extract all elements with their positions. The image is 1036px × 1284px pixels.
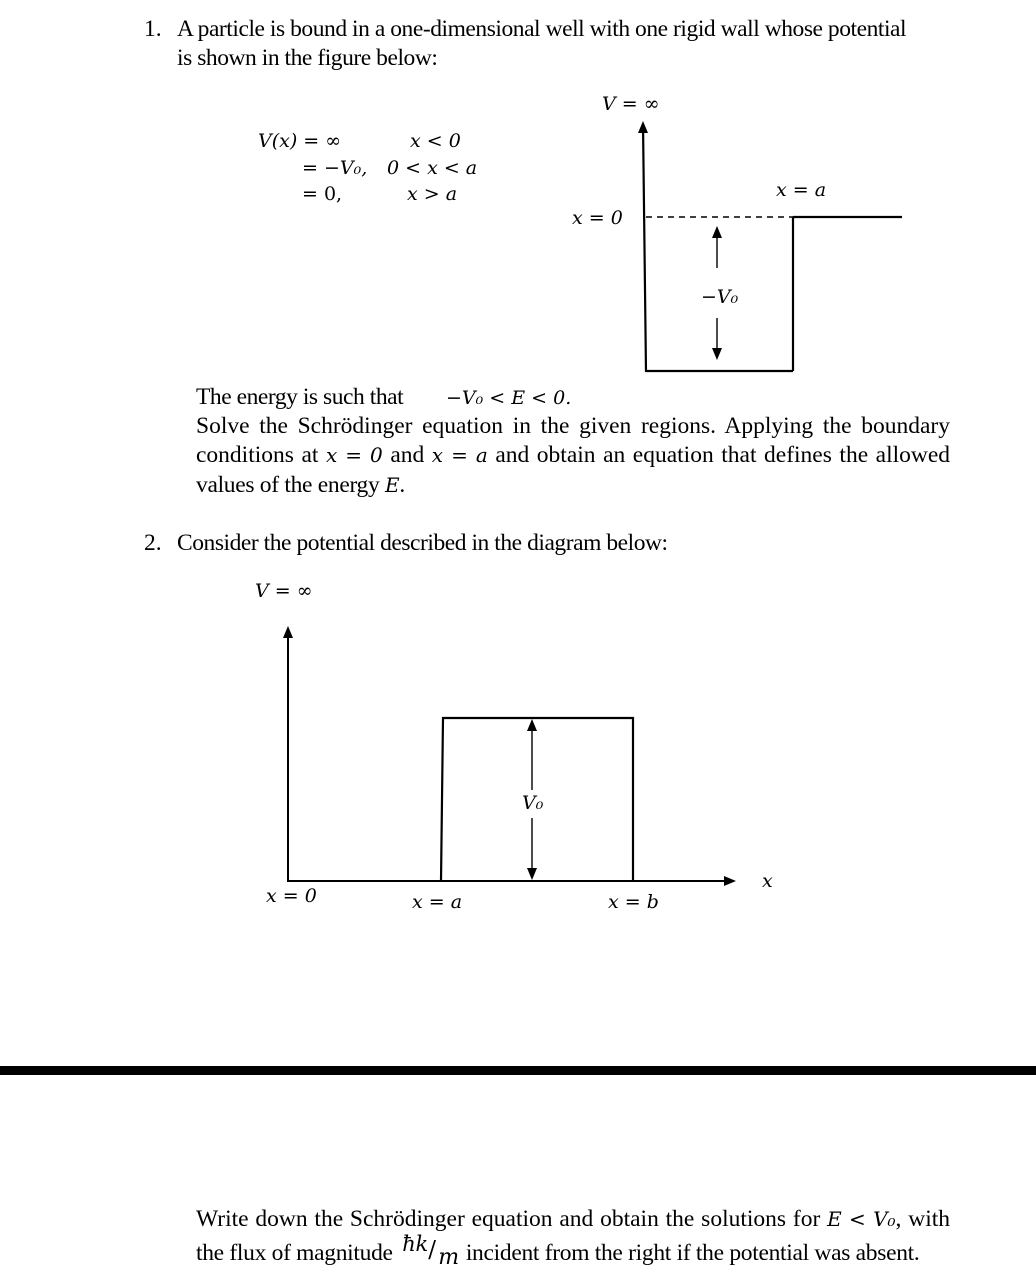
q2-fig-height-arrowhead-down	[527, 868, 537, 880]
q1-para-line2-b: and	[390, 442, 425, 468]
q1-fig-xa-label: x = a	[776, 179, 827, 201]
q1-fig-depth-label: −V₀	[701, 286, 739, 308]
q1-piecewise-val2: = −V₀,	[302, 157, 368, 179]
flux-m: m	[438, 1245, 459, 1270]
q1-para-line2-m2: x = a	[431, 443, 488, 467]
q1-piecewise-cond2: 0 < x < a	[387, 157, 478, 179]
q2-fig-height-arrowhead-up	[527, 719, 537, 731]
bottom-line2-a: the flux of magnitude	[196, 1240, 393, 1266]
q1-para-line3-b: .	[399, 472, 405, 498]
q2-fig-x-axis-arrowhead	[724, 876, 736, 886]
q2-fig-barrier	[441, 718, 633, 881]
q1-piecewise-cond1: x < 0	[410, 130, 461, 152]
q1-para-line3-a: values of the energy	[196, 472, 380, 498]
q1-line2: is shown in the figure below:	[177, 45, 438, 71]
q2-fig-xb-label: x = b	[608, 891, 659, 913]
q1-para-line2-m1: x = 0	[325, 443, 383, 467]
q2-fig-height-label: V₀	[522, 792, 544, 814]
flux-fraction	[398, 1232, 460, 1270]
q2-fig-x0-label: x = 0	[266, 885, 317, 907]
q2-fig-xa-label: x = a	[412, 891, 463, 913]
bottom-line1-b: , with	[895, 1206, 951, 1232]
q1-fig-x0-label: x = 0	[572, 207, 623, 229]
q1-fig-depth-arrowhead-down	[712, 348, 722, 360]
q2-fig-x-axis-label: x	[762, 870, 773, 892]
q1-para-line1-text: Solve the Schrödinger equation in the given regions. Applying the boundary	[196, 413, 950, 439]
q1-piecewise-val3: = 0,	[302, 183, 343, 205]
q1-fig-depth-arrowhead-up	[712, 226, 722, 238]
q1-number: 1.	[144, 16, 162, 42]
q1-para-line2-c: and obtain an equation that defines the allowed	[495, 442, 951, 468]
q1-fig-wall-arrowhead	[638, 121, 648, 133]
q2-line1: Consider the potential described in the diagram below:	[177, 530, 668, 556]
q1-para-line2-a: conditions at	[196, 442, 319, 468]
q1-para-line3-m: E	[385, 473, 400, 497]
q2-fig-v-inf-label: V = ∞	[255, 580, 313, 602]
flux-slash: /	[428, 1237, 436, 1263]
bottom-line2-b: incident from the right if the potential was absent.	[465, 1240, 920, 1266]
bottom-line1-m: E < V₀	[827, 1207, 896, 1231]
q2-number: 2.	[144, 530, 162, 556]
q1-fig-v-inf-label: V = ∞	[602, 93, 660, 115]
bottom-line1	[196, 1205, 950, 1235]
page-separator	[0, 1066, 1036, 1075]
q1-fig-wall	[643, 124, 646, 372]
q1-piecewise-lhs: V(x) = ∞	[258, 130, 342, 152]
q2-fig-wall-arrowhead	[283, 626, 293, 638]
bottom-line2	[196, 1232, 920, 1270]
q1-energy-prefix: The energy is such that	[196, 384, 404, 410]
q1-energy-condition: −V₀ < E < 0.	[446, 387, 572, 409]
bottom-line1-a: Write down the Schrödinger equation and obtain the solutions for	[196, 1206, 821, 1232]
q1-piecewise-cond3: x > a	[407, 183, 458, 205]
q1-line1: A particle is bound in a one-dimensional well with one rigid wall whose potential	[177, 16, 907, 42]
flux-hk: ħk	[402, 1232, 428, 1256]
